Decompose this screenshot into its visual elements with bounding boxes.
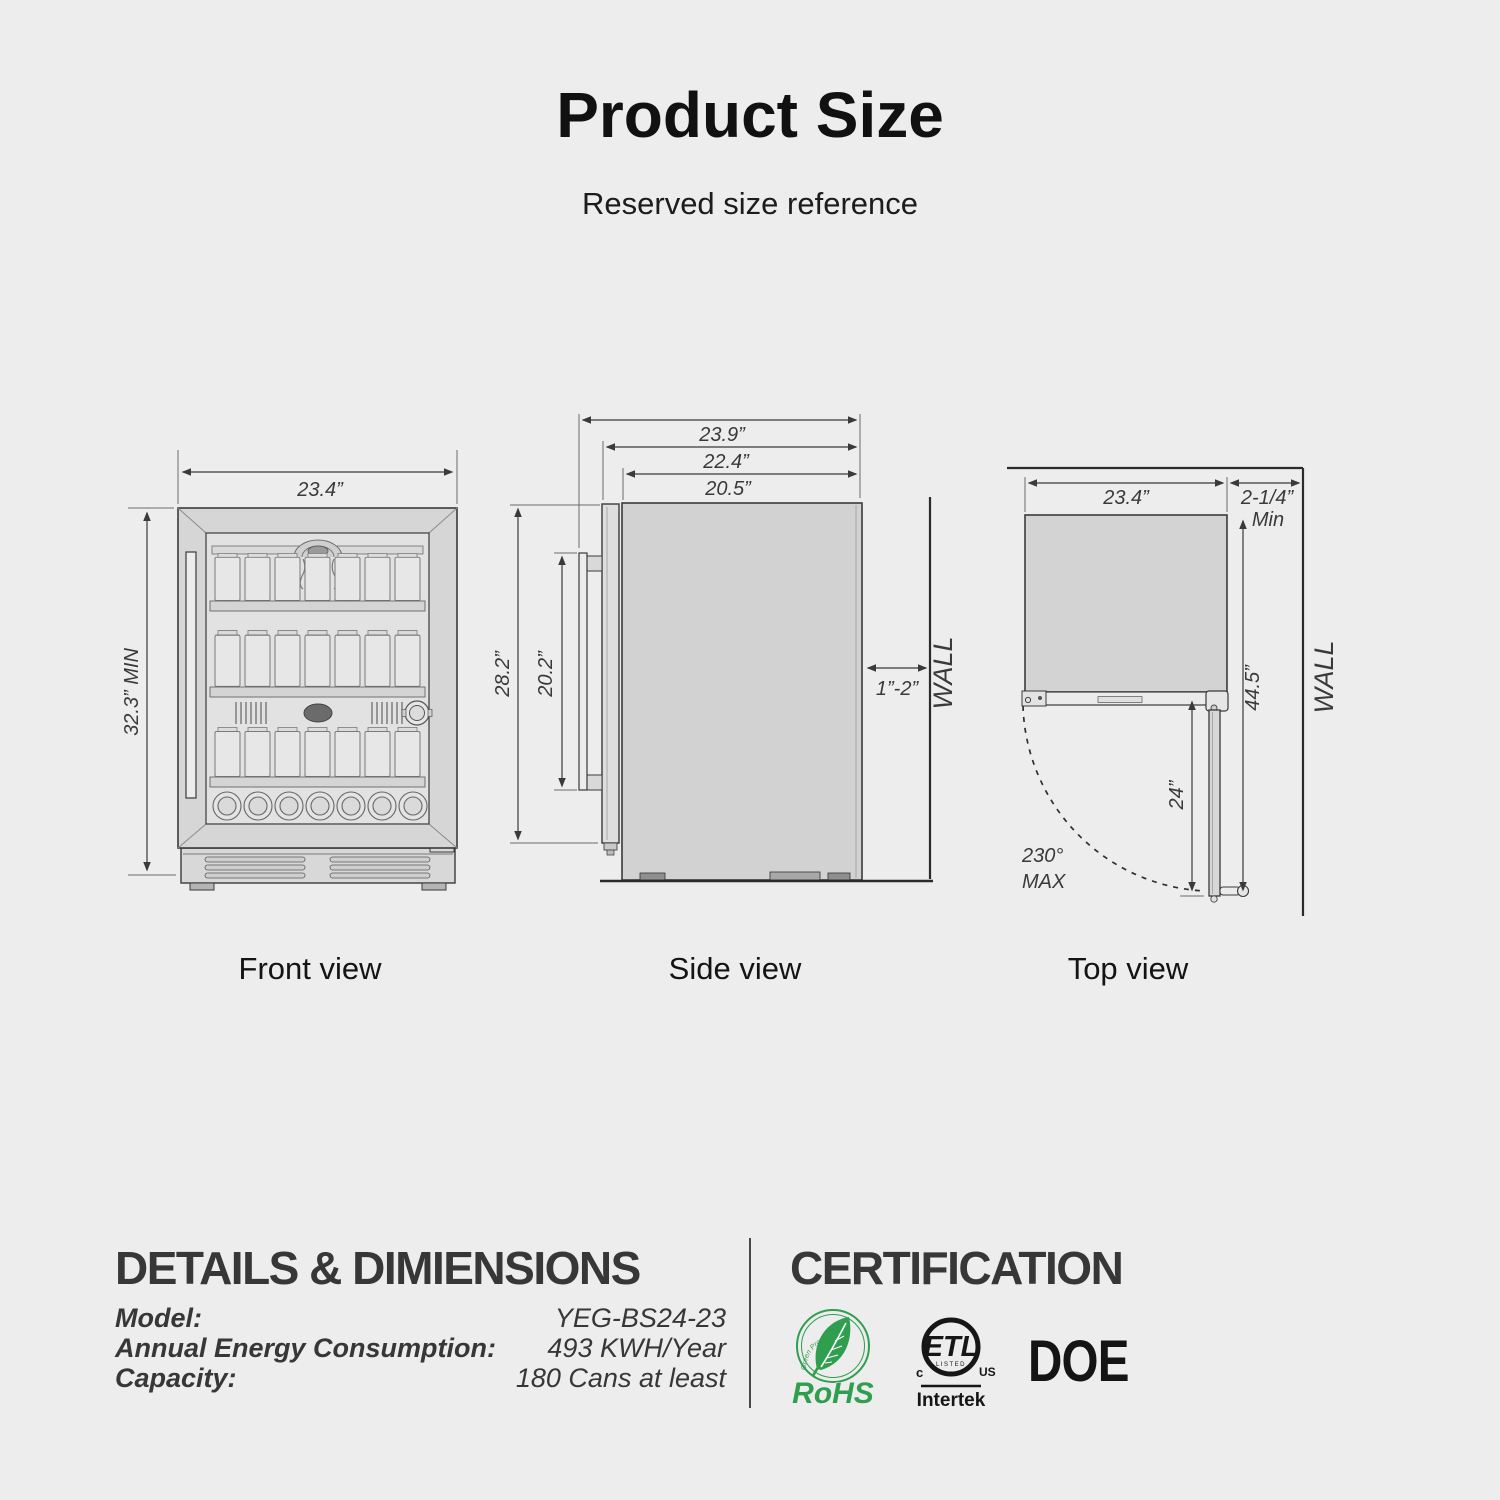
top-open-door xyxy=(1209,710,1220,896)
etl-logo-icon xyxy=(903,1303,999,1411)
side-door-height-label: 28.2” xyxy=(492,651,514,697)
cans-row-3 xyxy=(215,728,420,777)
right-vent-slats xyxy=(372,702,402,724)
side-handle-bar xyxy=(579,553,587,790)
detail-row-energy xyxy=(115,1333,726,1363)
detail-value: YEG-BS24-23 xyxy=(554,1303,726,1333)
top-door-depth-label: 24” xyxy=(1166,780,1188,810)
top-view-caption: Top view xyxy=(1067,951,1189,986)
front-view-caption: Front view xyxy=(238,951,382,986)
side-wall-gap-label: 1”-2” xyxy=(875,678,919,700)
side-handle-height-label: 20.2” xyxy=(535,651,557,697)
front-left-foot xyxy=(190,883,214,890)
front-right-foot xyxy=(422,883,446,890)
side-wall xyxy=(868,497,958,879)
detail-label: Annual Energy Consumption: xyxy=(115,1333,496,1363)
detail-label: Model: xyxy=(115,1303,202,1333)
front-view-drawing xyxy=(121,450,457,890)
side-body xyxy=(622,503,862,880)
top-width-label: 23.4” xyxy=(1103,487,1149,509)
details-rows xyxy=(115,1303,726,1393)
handle-bottom-mount xyxy=(587,775,602,790)
shelf-2 xyxy=(210,687,425,697)
detail-row-model xyxy=(115,1303,726,1333)
side-door xyxy=(602,504,619,843)
side-view-drawing xyxy=(492,414,958,881)
top-view-drawing xyxy=(1007,468,1339,916)
front-height-label: 32.3” MIN xyxy=(121,648,143,736)
cans-row-1 xyxy=(215,553,420,600)
handle-top-mount xyxy=(587,556,602,571)
etl-company: Intertek xyxy=(916,1390,986,1411)
front-width-dimension xyxy=(178,450,457,504)
technical-drawings xyxy=(0,400,1500,940)
left-vent-slats xyxy=(236,702,266,724)
top-body xyxy=(1025,515,1227,692)
detail-label: Capacity: xyxy=(115,1363,237,1393)
shelf-1 xyxy=(210,601,425,611)
door-swing-annotation xyxy=(1021,845,1066,893)
etl-us: US xyxy=(979,1365,996,1379)
front-width-label: 23.4” xyxy=(297,479,343,501)
shelf-3 xyxy=(210,777,425,787)
rohs-logo-icon xyxy=(786,1306,880,1408)
rohs-ring-text: Green Product xyxy=(800,1334,834,1371)
drain-oval xyxy=(304,704,332,722)
top-clearance-label: 2-1/4” xyxy=(1240,487,1294,509)
side-bottom-hinge xyxy=(604,843,617,850)
top-clearance-dimension xyxy=(1231,483,1299,531)
side-view-caption: Side view xyxy=(668,951,802,986)
detail-value: 180 Cans at least xyxy=(515,1363,726,1393)
detail-value: 493 KWH/Year xyxy=(547,1333,726,1363)
top-wall-label: WALL xyxy=(1309,640,1339,714)
rohs-label: RoHS xyxy=(792,1377,874,1408)
detail-row-capacity xyxy=(115,1363,726,1393)
details-heading: DETAILS & DIMIENSIONS xyxy=(115,1242,640,1294)
cans-row-2 xyxy=(215,631,420,687)
side-depth-body-label: 20.5” xyxy=(705,478,751,500)
etl-mark: ETL xyxy=(923,1331,979,1363)
front-fridge xyxy=(178,508,457,890)
page-subtitle: Reserved size reference xyxy=(582,186,918,221)
certification-heading: CERTIFICATION xyxy=(790,1242,1123,1294)
side-depth-door-label: 22.4” xyxy=(703,451,749,473)
top-open-depth-label: 44.5” xyxy=(1242,665,1264,711)
swing-max-label: MAX xyxy=(1022,871,1066,893)
section-divider xyxy=(749,1238,751,1408)
top-width-dimension xyxy=(1025,477,1227,512)
top-door-depth-dimension xyxy=(1166,702,1204,896)
page-title: Product Size xyxy=(556,79,944,151)
top-clearance-note: Min xyxy=(1251,509,1285,531)
doe-logo: DOE xyxy=(1028,1329,1129,1394)
etl-c: c xyxy=(916,1365,924,1380)
front-height-dimension xyxy=(121,508,176,875)
swing-angle-label: 230° xyxy=(1022,845,1064,867)
top-open-depth-dimension xyxy=(1242,521,1264,890)
side-wall-label: WALL xyxy=(928,636,958,710)
etl-listed: LISTED xyxy=(935,1362,967,1368)
top-handle-recess xyxy=(1098,697,1142,703)
side-depth-total-label: 23.9” xyxy=(699,424,745,446)
front-door-handle xyxy=(186,552,196,798)
